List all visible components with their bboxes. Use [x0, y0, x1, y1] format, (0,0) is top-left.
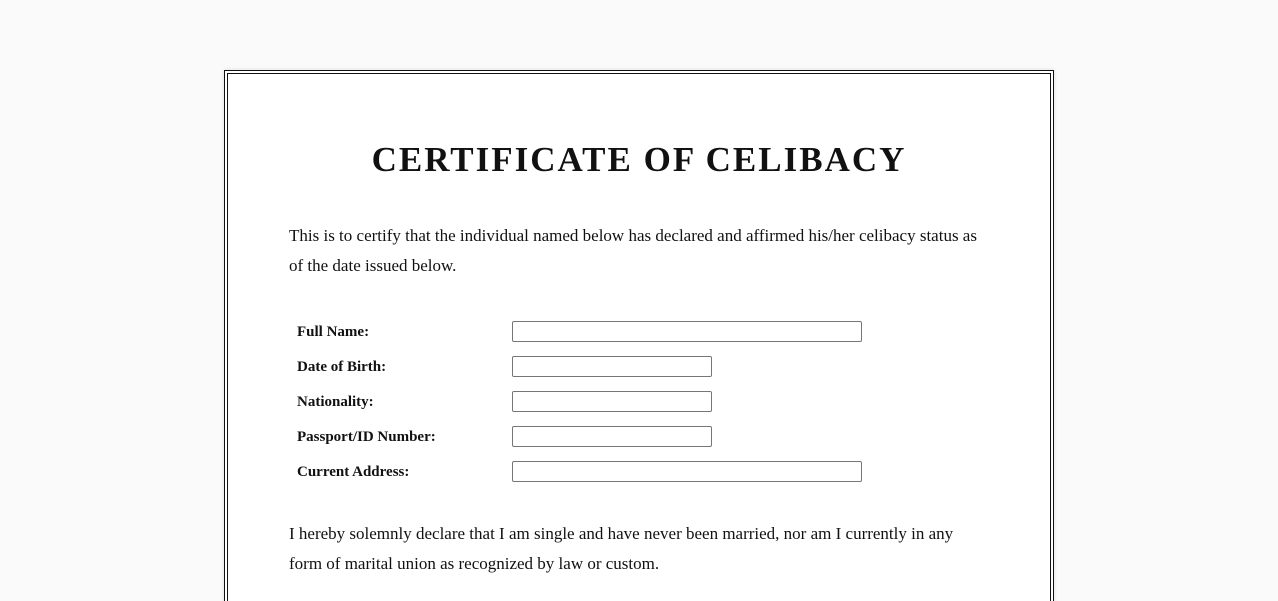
nationality-input[interactable] — [512, 391, 712, 412]
full-name-input[interactable] — [512, 321, 862, 342]
date-of-birth-row — [297, 356, 977, 378]
nationality-row — [297, 391, 977, 413]
current-address-row — [297, 461, 977, 483]
date-of-birth-label: Date of Birth: — [297, 359, 387, 375]
current-address-input[interactable] — [512, 461, 862, 482]
intro-paragraph: This is to certify that the individual named below has declared and affirmed his/her celibacy status as of the date issued below. — [289, 226, 977, 275]
certificate-page — [224, 70, 1054, 601]
date-of-birth-input[interactable] — [512, 356, 712, 377]
page-title: CERTIFICATE OF CELIBACY — [371, 140, 907, 179]
current-address-label: Current Address: — [297, 464, 410, 480]
passport-id-row — [297, 426, 977, 448]
full-name-label: Full Name: — [297, 324, 370, 340]
declaration-paragraph: I hereby solemnly declare that I am single and have never been married, nor am I currently in any form of marital union as recognized by law or custom. — [289, 524, 954, 573]
passport-id-label: Passport/ID Number: — [297, 429, 436, 445]
passport-id-input[interactable] — [512, 426, 712, 447]
nationality-label: Nationality: — [297, 394, 374, 410]
full-name-row — [297, 321, 977, 343]
